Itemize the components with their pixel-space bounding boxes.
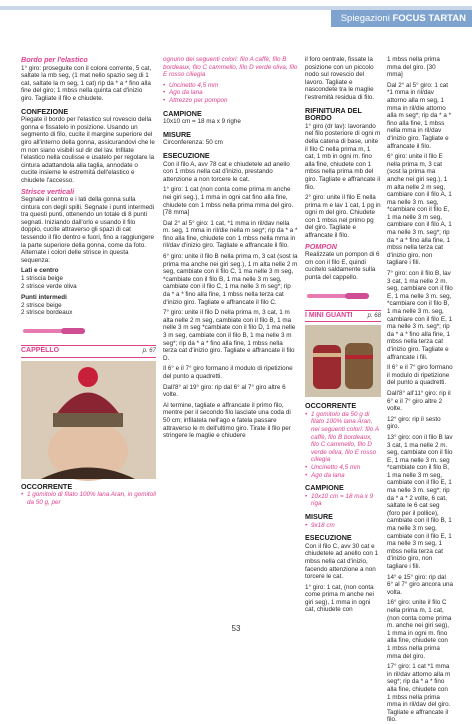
guanti-heading: I MINI GUANTI: [305, 311, 353, 319]
cappello-heading-bar: [21, 345, 156, 358]
pompon-heading: POMPON: [305, 241, 337, 251]
gloves-paragraph: 17° giro: 1 cat *1 mma in ril/dav attorno alla m seg*; rip da * a * fino alla fine, chiudete con 1 mbss nella prima mma in ril/dav del giro. Tagliate e affrancate il filo.: [387, 663, 451, 724]
header-brand: FOCUS TARTAN: [392, 13, 466, 24]
punti-item: 2 strisce beige: [21, 301, 62, 309]
gloves-paragraph: 7° giro: con il filo B, lav 3 cat, 1 ma nelle 2 m. seg, cambiare con il filo E, 1 ma nelle 3 m. seg, *cambiare con il filo B, 1 ma nelle 3 m. seg, cambiare con il filo E, 1 ma nelle 3 m. seg*; rip da * a * fino alla fine, 1 mbss nella terza cat d'inizio giro. Tagliate e affrancate i fili.: [387, 270, 453, 361]
rifinitura-paragraph: 1° giro (dr lav): lavorando nel filo posteriore di ogni m della catena di base, unite il filo C nella prima m, 1 cat, 1 mb in ogni m. fino alla fine, chiudete con 1 mbss nella prima mb del giro. Tagliate e affrancate il filo.: [305, 122, 381, 191]
gloves-paragraph: 12° giro: rip il sesto giro.: [387, 415, 441, 431]
campione-heading: CAMPIONE: [163, 108, 202, 118]
bordo-text: 1° giro: proseguite con il colore corrente, 5 cat, saltate la mb seg, (1 mat nello spazio seg di 1 cat, saltate la m seg, 1 cat) rip da * a * fino alla fine del giro; 1 mbss nella quinta cat d'inizio giro. Tagliate il filo e chiudete.: [21, 64, 152, 102]
guanti-page-ref: p. 68: [367, 312, 381, 319]
esecuzione-paragraph: Con il filo A, avv 78 cat e chiudetele ad anello con 1 mbss nella cat d'inizio, prestando attenzione a non torcere le cat.: [163, 160, 290, 183]
page-header: [0, 0, 472, 27]
esecuzione-paragraph: 6° giro: unite il filo B nella prima m, 3 cat (sost la prima ma anche nei giri seg.), 1 m alta nelle 2 m seg, cambiate con il filo C, 1 ma nelle 3 m seg, *cambiate con il filo B, 1 ma nelle 3 m seg, cambiate con il filo C, 1 ma nelle 3 m seg*; rip da * a * fino alla fine, 1 mbss nella terza cat d'inizio giro. Tagliate e affrancate il filo C.: [163, 253, 298, 306]
bordo-heading: Bordo per l'elastico: [21, 55, 88, 64]
cappello-page-ref: p. 67: [142, 348, 156, 354]
pompon-text: Realizzate un pompon di 6 cm con il filo E, quindi cucitelo saldamente sulla punta del cappello.: [305, 251, 380, 282]
occorrente-heading: OCCORRENTE: [305, 401, 357, 411]
punti-item: 2 strisce bordeaux: [21, 309, 73, 317]
tool-bullet: • Attrezzo per pompon: [163, 97, 298, 105]
esecuzione-paragraph: 1° giro: 1 cat, (non conta come prima m anche nei giri seg), 1 mma in ogni cat, chiudete con: [305, 583, 374, 614]
gloves-paragraph: 16° giro: unite il filo C nella prima m, 1 cat, (non conta come prima m. anche nei giri seg), 1 mma in ogni m. fino alla fine, chiudete con 1 mbss nella prima mma del giro.: [387, 599, 452, 660]
yarn-continuation: ognuno dei seguenti colori: filo A caffè, filo B bordeaux, filo C cammello, filo D verde oliva, filo E rosso ciliegia: [163, 56, 298, 79]
misure-heading: MISURE: [305, 511, 333, 521]
lati-item: 2 strisce verde oliva: [21, 282, 77, 290]
misure-bullet: • 9x18 cm: [305, 522, 381, 530]
esecuzione-paragraph: 1° giro: 1 cat (non conta come prima m anche nei giri seg.), 1 mma in ogni cat fino alla fine, chiudete con 1 mbss nella prima mma del giro. [78 mma]: [163, 186, 294, 217]
esecuzione-heading: ESECUZIONE: [305, 533, 352, 543]
campione-text: 10x10 cm = 18 ma x 9 righe: [163, 118, 241, 126]
confezione-heading: CONFEZIONE: [21, 106, 69, 116]
gloves-paragraph: 14° e 15° giro: rip dal 6° al 7° giro ancora una volta.: [387, 573, 453, 596]
esecuzione-heading: ESECUZIONE: [163, 150, 210, 160]
campione-bullet: • 10x10 cm = 18 ma x 9 riga: [305, 493, 381, 508]
occorrente-bullet: • 1 gomitolo da 50 g di filato 100% lana Aran, nei seguenti colori: filo A caffè, filo B bordeaux, filo C cammello, filo D verde oliva, filo E rosso ciliegia: [305, 411, 381, 464]
misure-heading: MISURE: [163, 129, 191, 139]
strisce-text: Segnate il centro e i lati della gonna sulla cintura con degli spilli. Segnate i punti intermedi tra questi punti, ottenendo un totale di 8 punti segnati. Iniziando dall'orlo e usando il filo doppio, cucite attraverso gli spazi di cat tessendo il filo dentro e fuori, fino a raggiungere la parte superiore della gonna, come da foto. Alternate i colori delle strisce in questa sequenza:: [21, 196, 155, 264]
occorrente-bullet: • Uncinetto 4,5 mm: [305, 464, 381, 472]
campione-heading: CAMPIONE: [305, 483, 344, 493]
gloves-paragraph: Dal 2° al 5° giro: 1 cat *1 mma in ril/dav attorno alla m seg, 1 mma in ril/die attorno alla m seg*; rip da * a * fino alla fine, 1 mbss nella mma in ril/dav d'inizio giro. Tagliate e affrancate il filo.: [387, 81, 452, 150]
header-tab: [331, 10, 472, 27]
header-section: Spiegazioni: [340, 13, 390, 24]
lati-label: Lati e centro: [21, 267, 59, 275]
continued-text: il foro centrale, fissate la posizione con un piccolo nodo sul rovescio del lavoro. Tagliate e nascondete tra le maglie l'estremità residua di filo.: [305, 56, 375, 101]
esecuzione-paragraph: Al termine, tagliate e affrancate il primo filo, mentre per il secondo filo lasciate una coda di 50 cm; infilatela nell'ago e fatela passare attraverso le m dell'ultimo giro. Tirate il filo per stringere le maglie e chiudere: [163, 401, 291, 440]
occorrente-bullet: • Ago da lana: [305, 472, 381, 480]
crochet-hook-image: [21, 323, 91, 339]
strisce-heading: Strisce verticali: [21, 186, 75, 196]
gloves-paragraph: 6° giro: unite il filo E nella prima m, 3 cat (sost la prima ma anche nei giri seg.), 1 m alta nelle 2 m seg, cambiare con il filo A, 1 ma nelle 3 m. seg, *cambiare con il filo E, 1 ma nelle 3 m seg, cambiare con il filo A, 1 ma nelle 3 m. seg*; rip da * a * fino alla fine, 1 mbss nella terza cat d'inizio giro, non tagliare i fili.: [387, 153, 452, 267]
column-3: [305, 56, 381, 616]
confezione-text: Piegate il bordo per l'elastico sul rovescio della gonna e fissatelo in posizione. Usando un segmento di filo, cucite il margine superiore del giro all'interno della gonna, assicurandovi che le m non siano visibili sul dir del lav. Infilate l'elastico nella coulisse e usatelo per regolare la cintura adattandola alla taglia, annodate o cucite insieme le estremità dell'elastico e chiudete l'accesso.: [21, 116, 155, 184]
rifinitura-heading: RIFINITURA DEL BORDO: [305, 105, 362, 123]
gloves-paragraph: 1 mbss nella prima mma del giro. [30 mma]: [387, 56, 440, 79]
punti-label: Punti intermedi: [21, 294, 67, 302]
cappello-heading: CAPPELLO: [21, 347, 60, 354]
gloves-paragraph: Dall'8° all'11° giro: rip il 6° e il 7° giro altre 2 volte.: [387, 389, 451, 413]
page-number: 53: [231, 624, 241, 633]
guanti-heading-bar: [305, 310, 381, 323]
column-2: [163, 56, 298, 616]
lati-item: 1 striscia beige: [21, 275, 63, 283]
gloves-paragraph: Il 6° e il 7° giro formano il modulo di ripetizione del punto a quadretti.: [387, 364, 453, 387]
esecuzione-paragraph: Dall'8° al 19° giro: rip dal 6° al 7° giro altre 6 volte.: [163, 383, 286, 399]
esecuzione-paragraph: Dal 2° al 5° giro: 1 cat, *1 mma in ril/dav nella m. seg, 1 mma in ril/die nella m seg*; rip da * a * fino alla fine, chiudete con 1 mbss nella mma in ril/dav d'inizio giro. Tagliate e affrancate il filo.: [163, 219, 298, 250]
occorrente-bullet: • 1 gomitolo di filato 100% lana Aran, in gomitoli da 50 g, per: [21, 491, 156, 506]
esecuzione-paragraph: Con il filo C, avv 30 cat e chiudetele ad anello con 1 mbss nella cat d'inizio, facendo attenzione a non torcere le cat.: [305, 542, 379, 581]
misure-text: Circonferenza: 50 cm: [163, 139, 223, 147]
gloves-photo: [305, 325, 381, 397]
rifinitura-paragraph: 2° giro: unite il filo E nella prima m e lav 1 cat, 1 pg in ogni m del giro. Chiudete con 1 mbss nel primo pg del giro. Tagliate e affrancate il filo.: [305, 194, 381, 240]
tool-bullet: • Ago da lana: [163, 89, 298, 97]
column-4: [387, 56, 453, 724]
esecuzione-paragraph: Il 6° e il 7° giro formano il modulo di ripetizione del punto a quadretti.: [163, 365, 293, 380]
column-1: [21, 56, 156, 616]
crochet-hook-image: [305, 288, 375, 304]
esecuzione-paragraph: 7° giro: unite il filo D nella prima m, 3 cat, 1 m alta nelle 2 m seg, cambiate con il filo B, 1 ma nelle 3 m seg *cambiate con il filo D, 1 ma nelle 3 m seg, cambiate con il filo B, 1 ma nelle 3 m seg*; rip da * a * fino alla fine, 1 mbss nella terza cat d'inizio giro. Tagliate e affrancate il filo D.: [163, 309, 296, 362]
tool-bullet: • Uncinetto 4,5 mm: [163, 82, 298, 90]
gloves-paragraph: 13° giro: con il filo B lav 3 cat, 1 ma nelle 2 m. seg, cambiate con il filo E, 1 ma nelle 3 m. seg *cambiate con il filo B, 1 ma nelle 3 m seg, cambiate con il filo E, 1 ma nelle 3 m. seg*; rip da * a * 2 volte, 6 cat, saltate le 6 cat seg (foro per il pollice), cambiate con il filo B, 1 ma nelle 3 m seg, cambiate con il filo E, 1 ma nelle 3 m seg, 1 mbss nella terza cat d'inizio giro, non tagliare i fili.: [387, 433, 453, 570]
hat-photo: [21, 361, 156, 479]
occorrente-heading: OCCORRENTE: [21, 481, 73, 491]
